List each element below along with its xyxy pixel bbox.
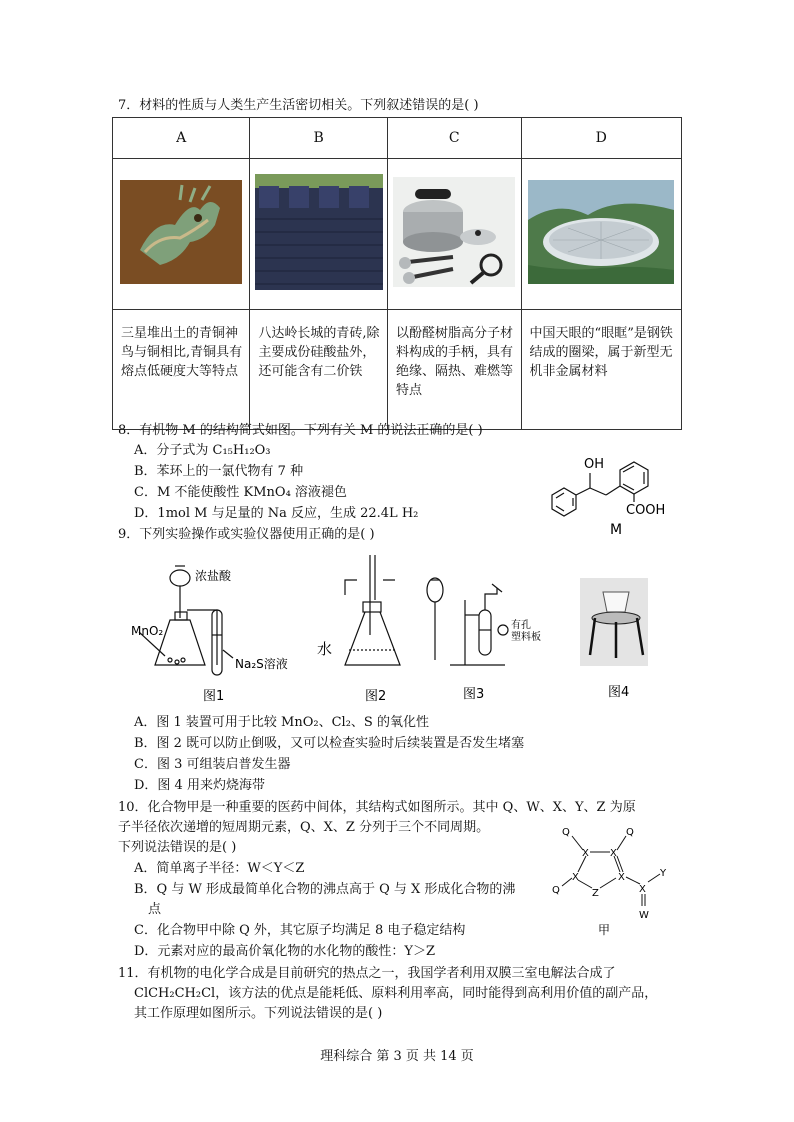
q10-option-c: C．化合物甲中除 Q 外，其它原子均满足 8 电子稳定结构	[134, 923, 466, 938]
cooh-label: COOH	[626, 503, 666, 518]
fig4-label: 图4	[608, 685, 630, 700]
q7-header-c: C	[388, 118, 522, 159]
q7-desc-a: 三星堆出土的青铜神鸟与铜相比,青铜具有熔点低硬度大等特点	[113, 310, 250, 430]
q11-line3: 其工作原理如图所示。下列说法错误的是( )	[134, 1006, 383, 1021]
fig1-mno2-label: MnO₂	[131, 624, 164, 638]
compound-name-label: 甲	[598, 923, 611, 937]
w-label: W	[639, 910, 649, 921]
q9-figures	[125, 550, 665, 710]
q8-option-b: B．苯环上的一氯代物有 7 种	[134, 464, 304, 479]
fig2-label: 图2	[365, 689, 387, 704]
phenolic-handle-cookware-image	[388, 159, 522, 310]
q7-desc-b: 八达岭长城的青砖,除主要成份硅酸盐外，还可能含有二价铁	[250, 310, 388, 430]
fig1-label: 图1	[203, 689, 225, 704]
q8-option-c: C．M 不能使酸性 KMnO₄ 溶液褪色	[134, 485, 347, 500]
q10-option-b-cont: 点	[148, 902, 162, 917]
q9-option-b: B．图 2 既可以防止倒吸，又可以检查实验时后续装置是否发生堵塞	[134, 736, 525, 751]
bronze-bird-image	[113, 159, 250, 310]
x-label-1: X	[582, 848, 589, 859]
molecule-m-structure	[540, 448, 690, 538]
q10-stem-line2: 子半径依次递增的短周期元素，Q、X、Z 分列于三个不同周期。	[118, 820, 490, 835]
great-wall-brick-image	[250, 159, 388, 310]
q10-option-b: B．Q 与 W 形成最简单化合物的沸点高于 Q 与 X 形成化合物的沸	[134, 882, 516, 897]
q10-stem-line3: 下列说法错误的是( )	[118, 840, 237, 855]
fast-telescope-image	[521, 159, 681, 310]
x-label-3: X	[572, 872, 579, 883]
fig1-acid-label: 浓盐酸	[195, 569, 232, 583]
q8-stem: 8．有机物 M 的结构简式如图。下列有关 M 的说法正确的是( )	[118, 423, 483, 438]
q7-desc-c: 以酚醛树脂高分子材料构成的手柄，具有绝缘、隔热、难燃等特点	[388, 310, 522, 430]
molecule-name-label: M	[610, 522, 623, 538]
fig3-plate-label: 有孔	[511, 620, 531, 631]
x-label-5: X	[639, 884, 646, 895]
fig2-apparatus	[345, 555, 400, 665]
q9-option-d: D．图 4 用来灼烧海带	[134, 778, 265, 793]
compound-jia-structure	[548, 822, 678, 937]
y-label: Y	[660, 868, 667, 879]
z-label: Z	[592, 888, 599, 899]
q10-option-d: D．元素对应的最高价氧化物的水化物的酸性：Y＞Z	[134, 944, 436, 959]
fig4-apparatus	[580, 578, 648, 666]
q7-header-b: B	[250, 118, 388, 159]
q8-option-a: A．分子式为 C₁₅H₁₂O₃	[134, 443, 271, 458]
fig3-label: 图3	[463, 687, 485, 702]
q7-table	[112, 117, 682, 430]
q8-option-d: D．1mol M 与足量的 Na 反应，生成 22.4L H₂	[134, 506, 419, 521]
oh-label: OH	[584, 457, 605, 472]
fig2-water-label: 水	[317, 640, 333, 658]
q11-line1: 11．有机物的电化学合成是目前研究的热点之一，我国学者利用双膜三室电解法合成了	[118, 966, 616, 981]
q10-option-a: A．简单离子半径：W＜Y＜Z	[134, 861, 305, 876]
x-label-2: X	[610, 848, 617, 859]
q9-option-a: A．图 1 装置可用于比较 MnO₂、Cl₂、S 的氧化性	[134, 715, 429, 730]
q-label-left: Q	[552, 885, 560, 896]
q9-stem: 9．下列实验操作或实验仪器使用正确的是( )	[118, 527, 375, 542]
q7-stem: 7．材料的性质与人类生产生活密切相关。下列叙述错误的是( )	[118, 98, 479, 113]
x-label-4: X	[618, 872, 625, 883]
page-footer: 理科综合 第 3 页 共 14 页	[320, 1049, 474, 1064]
q7-desc-d: 中国天眼的“眼眶”是钢铁结成的圈梁，属于新型无机非金属材料	[521, 310, 681, 430]
q9-option-c: C．图 3 可组装启普发生器	[134, 757, 291, 772]
q11-line2: ClCH₂CH₂Cl，该方法的优点是能耗低、原料利用率高，同时能得到高利用价值的副产品，	[134, 986, 658, 1001]
q10-stem-line1: 10．化合物甲是一种重要的医药中间体，其结构式如图所示。其中 Q、W、X、Y、Z 为原	[118, 800, 636, 815]
q-label-top-left: Q	[562, 827, 570, 838]
q7-header-d: D	[521, 118, 681, 159]
fig1-na2s-label: Na₂S溶液	[235, 657, 288, 671]
q7-header-a: A	[113, 118, 250, 159]
q-label-top-right: Q	[626, 827, 634, 838]
fig3-apparatus	[427, 578, 508, 665]
fig3-plate-label-2: 塑料板	[511, 632, 541, 643]
